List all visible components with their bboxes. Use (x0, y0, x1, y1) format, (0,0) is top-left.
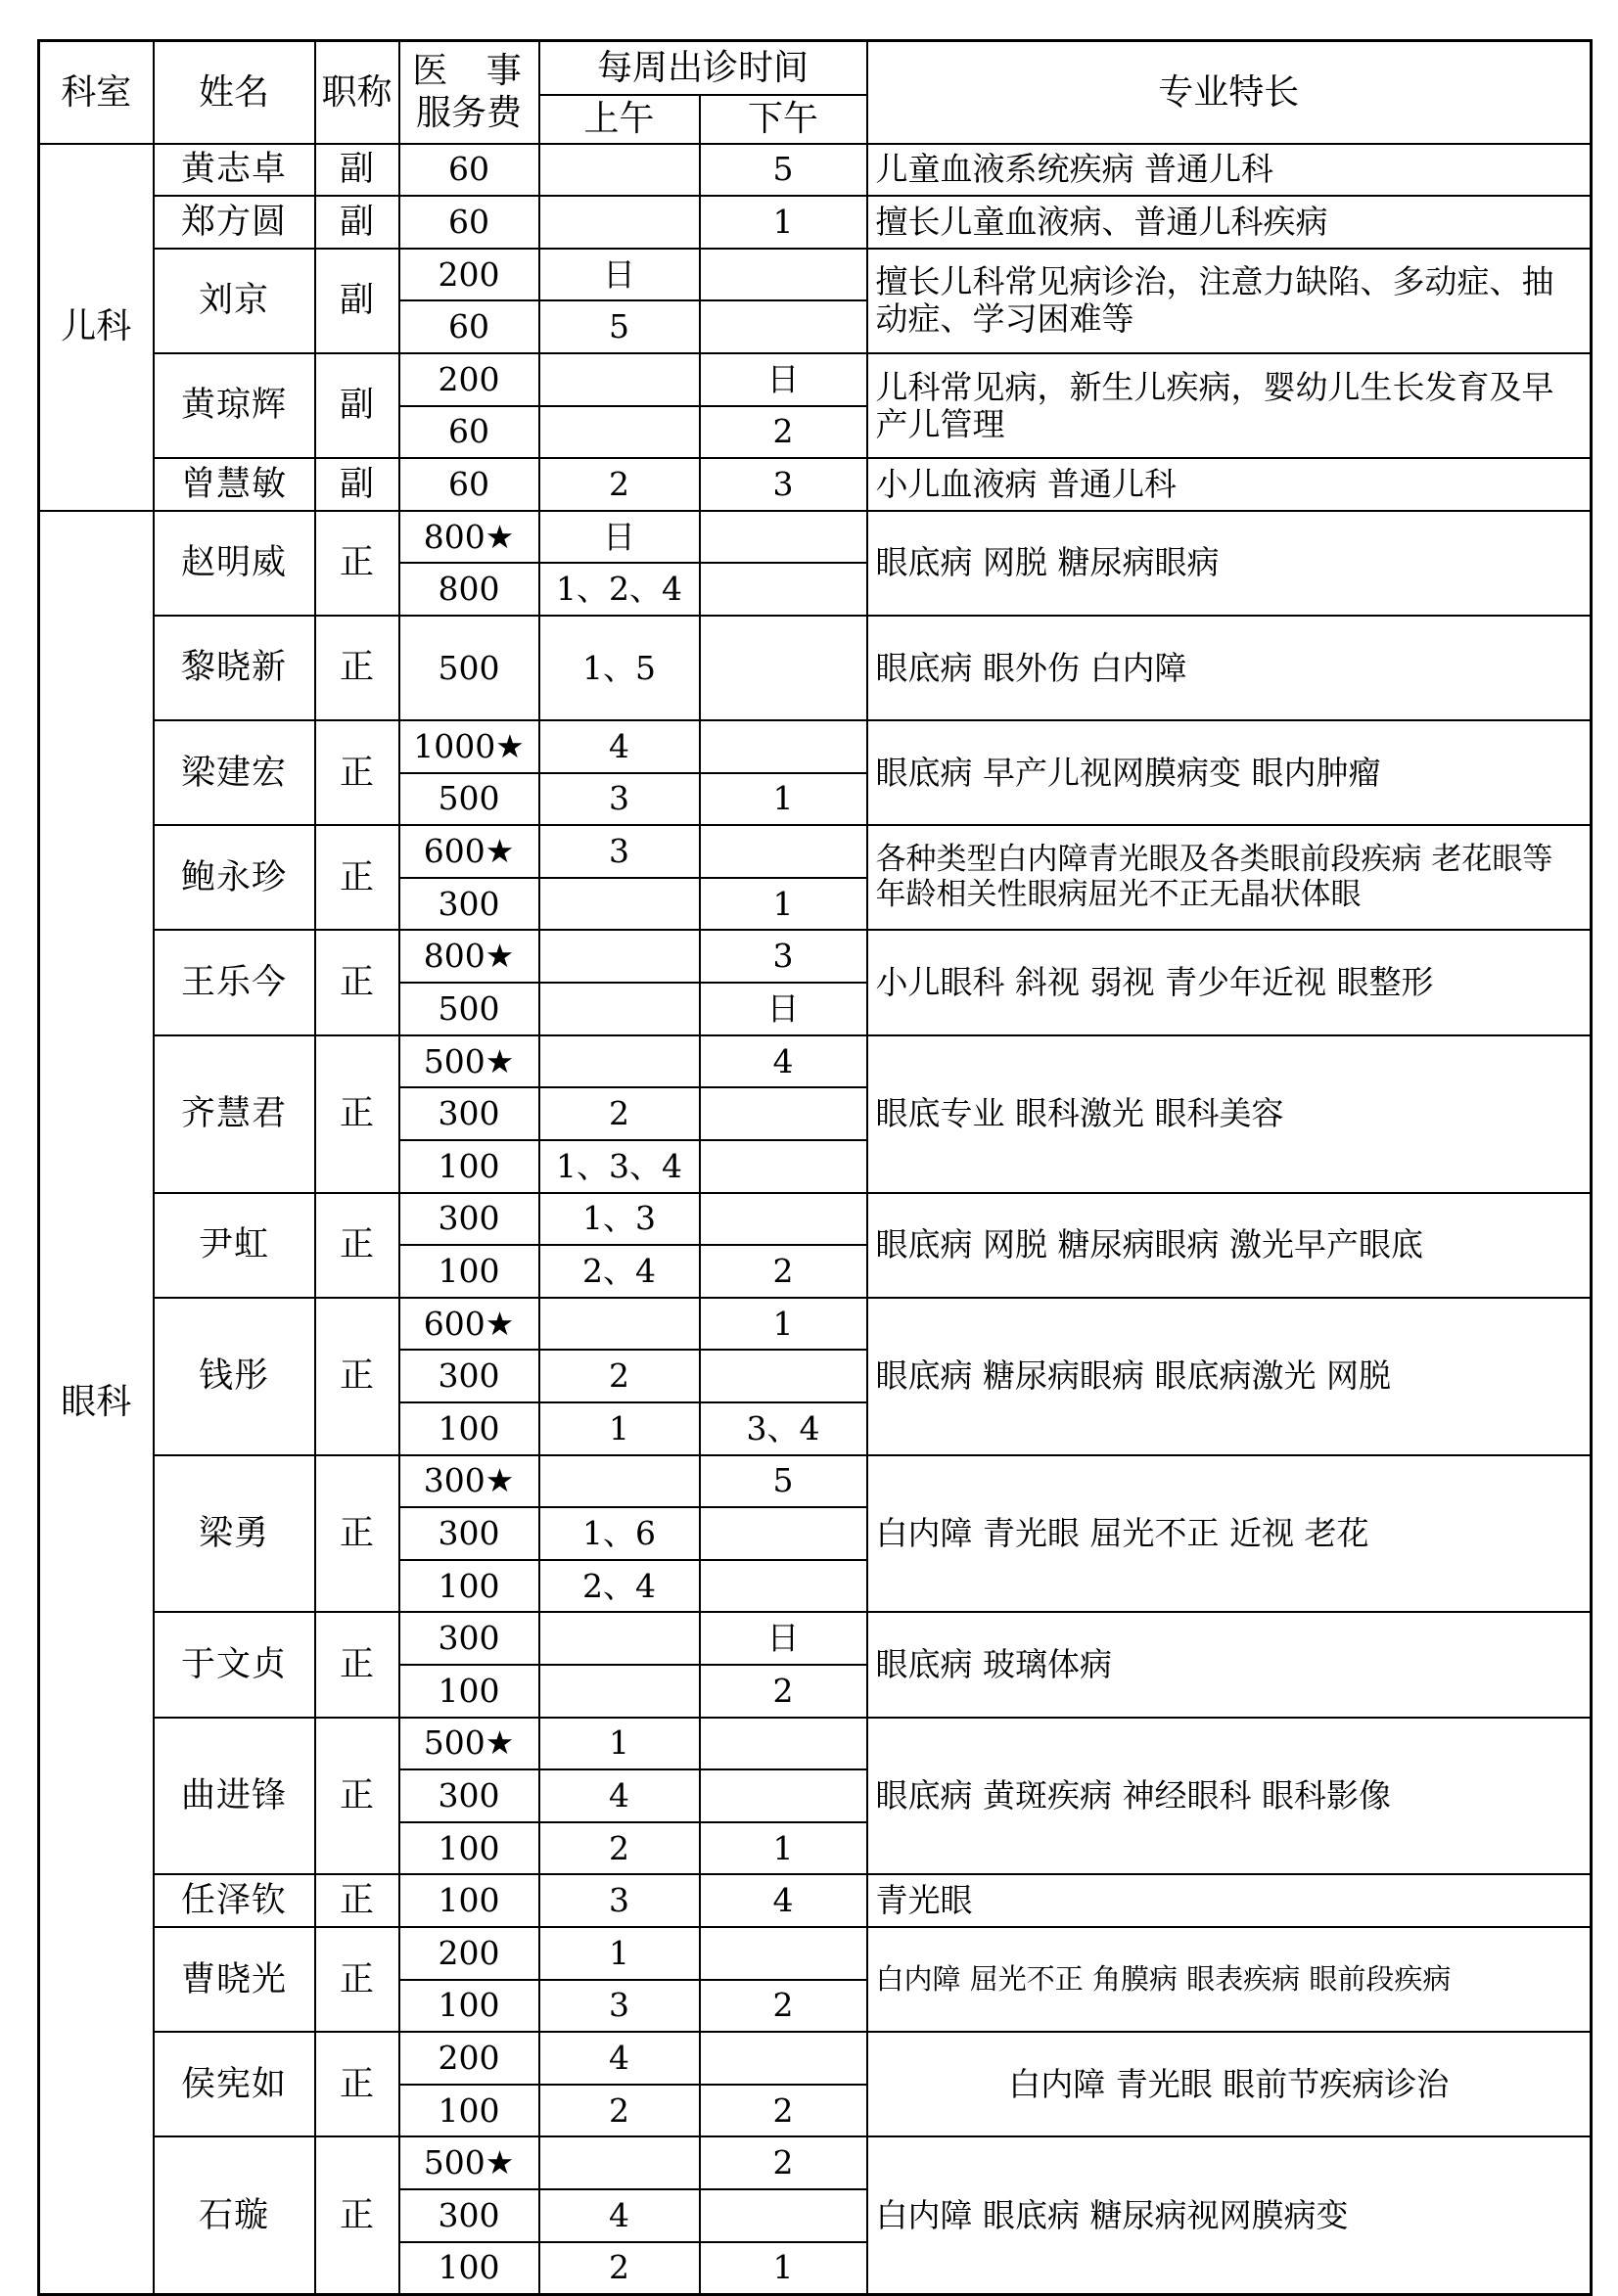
fee-cell: 100 (399, 2242, 539, 2295)
pm-cell (700, 1350, 867, 1402)
doctor-name: 王乐今 (154, 930, 315, 1034)
header-schedule: 每周出诊时间 (539, 41, 867, 95)
am-cell: 日 (539, 511, 700, 564)
doctor-name: 赵明威 (154, 511, 315, 616)
fee-cell: 200 (399, 249, 539, 301)
pm-cell: 日 (700, 983, 867, 1035)
specialty-cell: 白内障 青光眼 眼前节疾病诊治 (867, 2032, 1592, 2136)
doctor-name: 曾慧敏 (154, 458, 315, 511)
pm-cell (700, 825, 867, 878)
doctor-title: 正 (315, 1612, 399, 1717)
fee-cell: 500★ (399, 1035, 539, 1088)
specialty-cell: 眼底病 玻璃体病 (867, 1612, 1592, 1717)
am-cell: 1 (539, 1718, 700, 1770)
fee-cell: 60 (399, 196, 539, 249)
header-pm: 下午 (700, 95, 867, 144)
doctor-name: 黄琼辉 (154, 353, 315, 458)
am-cell (539, 878, 700, 931)
fee-cell: 500 (399, 983, 539, 1035)
pm-cell: 1 (700, 773, 867, 826)
am-cell: 3 (539, 773, 700, 826)
am-cell: 1、3、4 (539, 1140, 700, 1193)
doctor-name: 黄志卓 (154, 144, 315, 197)
pm-cell: 1 (700, 878, 867, 931)
pm-cell (700, 249, 867, 301)
fee-cell: 100 (399, 1980, 539, 2033)
doctor-title: 正 (315, 1927, 399, 2032)
header-specialty: 专业特长 (867, 41, 1592, 144)
doctor-title: 正 (315, 720, 399, 825)
fee-cell: 300 (399, 1612, 539, 1665)
am-cell (539, 1298, 700, 1351)
am-cell: 3 (539, 1874, 700, 1927)
am-cell: 2、4 (539, 1560, 700, 1613)
pm-cell (700, 1927, 867, 1980)
pm-cell: 日 (700, 353, 867, 406)
specialty-cell: 眼底专业 眼科激光 眼科美容 (867, 1035, 1592, 1193)
doctor-name: 曲进锋 (154, 1718, 315, 1875)
header-name: 姓名 (154, 41, 315, 144)
pm-cell: 2 (700, 2136, 867, 2189)
doctor-name: 尹虹 (154, 1193, 315, 1298)
pm-cell: 4 (700, 1035, 867, 1088)
pm-cell (700, 1140, 867, 1193)
am-cell: 2 (539, 2242, 700, 2295)
am-cell: 4 (539, 2032, 700, 2085)
table-row (39, 1035, 1592, 1088)
table-row (39, 720, 1592, 773)
am-cell (539, 1612, 700, 1665)
pm-cell (700, 511, 867, 564)
pm-cell: 4 (700, 1874, 867, 1927)
fee-cell: 300 (399, 1193, 539, 1246)
specialty-cell: 儿童血液系统疾病 普通儿科 (867, 144, 1592, 197)
fee-cell: 100 (399, 2085, 539, 2137)
specialty-cell: 小儿眼科 斜视 弱视 青少年近视 眼整形 (867, 930, 1592, 1034)
pm-cell: 2 (700, 1980, 867, 2033)
specialty-cell: 擅长儿童血液病、普通儿科疾病 (867, 196, 1592, 249)
am-cell: 2 (539, 2085, 700, 2137)
pm-cell: 日 (700, 1612, 867, 1665)
table-row (39, 1298, 1592, 1351)
am-cell: 4 (539, 720, 700, 773)
specialty-cell: 白内障 屈光不正 角膜病 眼表疾病 眼前段疾病 (867, 1927, 1592, 2032)
pm-cell: 2 (700, 2085, 867, 2137)
pm-cell: 5 (700, 144, 867, 197)
doctor-name: 黎晓新 (154, 616, 315, 720)
pm-cell: 3 (700, 930, 867, 983)
header-dept: 科室 (39, 41, 154, 144)
fee-cell: 60 (399, 144, 539, 197)
table-row (39, 1455, 1592, 1508)
pm-cell: 1 (700, 2242, 867, 2295)
doctor-name: 于文贞 (154, 1612, 315, 1717)
doctor-title: 副 (315, 144, 399, 197)
specialty-cell: 眼底病 黄斑疾病 神经眼科 眼科影像 (867, 1718, 1592, 1875)
fee-cell: 300 (399, 1507, 539, 1560)
am-cell: 2 (539, 1822, 700, 1875)
doctor-title: 正 (315, 1193, 399, 1298)
pm-cell (700, 720, 867, 773)
pm-cell (700, 1769, 867, 1822)
specialty-cell: 眼底病 糖尿病眼病 眼底病激光 网脱 (867, 1298, 1592, 1455)
doctor-name: 鲍永珍 (154, 825, 315, 930)
am-cell: 4 (539, 2189, 700, 2242)
specialty-cell: 眼底病 眼外伤 白内障 (867, 616, 1592, 720)
fee-cell: 300 (399, 878, 539, 931)
header-fee (399, 41, 539, 144)
specialty-cell: 眼底病 网脱 糖尿病眼病 激光早产眼底 (867, 1193, 1592, 1298)
doctor-name: 郑方圆 (154, 196, 315, 249)
pm-cell (700, 2189, 867, 2242)
am-cell: 1、5 (539, 616, 700, 720)
fee-cell: 200 (399, 1927, 539, 1980)
fee-cell: 800★ (399, 930, 539, 983)
specialty-cell: 小儿血液病 普通儿科 (867, 458, 1592, 511)
table-row (39, 1927, 1592, 1980)
doctor-title: 副 (315, 353, 399, 458)
pm-cell (700, 1560, 867, 1613)
specialty-cell: 白内障 青光眼 屈光不正 近视 老花 (867, 1455, 1592, 1613)
specialty-cell: 白内障 眼底病 糖尿病视网膜病变 (867, 2136, 1592, 2294)
am-cell (539, 353, 700, 406)
fee-cell: 300 (399, 1087, 539, 1140)
fee-cell: 300 (399, 1769, 539, 1822)
table-row (39, 1718, 1592, 1770)
pm-cell (700, 1087, 867, 1140)
table-row (39, 144, 1592, 197)
dept-cell: 眼科 (39, 511, 154, 2295)
fee-cell: 100 (399, 1822, 539, 1875)
doctor-name: 梁勇 (154, 1455, 315, 1613)
fee-cell: 100 (399, 1560, 539, 1613)
table-row (39, 2136, 1592, 2189)
pm-cell: 3、4 (700, 1402, 867, 1455)
table-row (39, 511, 1592, 564)
pm-cell: 2 (700, 406, 867, 459)
specialty-cell: 眼底病 早产儿视网膜病变 眼内肿瘤 (867, 720, 1592, 825)
am-cell: 2 (539, 458, 700, 511)
doctor-name: 侯宪如 (154, 2032, 315, 2136)
pm-cell: 1 (700, 196, 867, 249)
pm-cell: 3 (700, 458, 867, 511)
header-title: 职称 (315, 41, 399, 144)
am-cell: 2 (539, 1087, 700, 1140)
table-body (39, 144, 1592, 2295)
table-row (39, 458, 1592, 511)
pm-cell: 5 (700, 1455, 867, 1508)
schedule-table (37, 39, 1593, 2296)
am-cell: 1、2、4 (539, 563, 700, 616)
am-cell (539, 406, 700, 459)
doctor-title: 正 (315, 1035, 399, 1193)
fee-cell: 500 (399, 773, 539, 826)
am-cell: 4 (539, 1769, 700, 1822)
pm-cell: 1 (700, 1822, 867, 1875)
fee-cell: 200 (399, 2032, 539, 2085)
fee-cell: 60 (399, 406, 539, 459)
table-row (39, 616, 1592, 720)
doctor-title: 正 (315, 2136, 399, 2294)
doctor-title: 正 (315, 930, 399, 1034)
am-cell (539, 1035, 700, 1088)
specialty-cell: 眼底病 网脱 糖尿病眼病 (867, 511, 1592, 616)
fee-cell: 100 (399, 1874, 539, 1927)
fee-cell: 600★ (399, 1298, 539, 1351)
doctor-title: 正 (315, 1718, 399, 1875)
fee-cell: 800★ (399, 511, 539, 564)
fee-cell: 100 (399, 1140, 539, 1193)
doctor-name: 齐慧君 (154, 1035, 315, 1193)
table-row (39, 353, 1592, 406)
fee-cell: 500★ (399, 1718, 539, 1770)
am-cell: 1、6 (539, 1507, 700, 1560)
specialty-cell: 擅长儿科常见病诊治，注意力缺陷、多动症、抽动症、学习困难等 (867, 249, 1592, 353)
am-cell: 日 (539, 249, 700, 301)
am-cell: 1 (539, 1402, 700, 1455)
table-row (39, 825, 1592, 878)
doctor-title: 正 (315, 825, 399, 930)
doctor-name: 刘京 (154, 249, 315, 353)
table-row (39, 249, 1592, 301)
am-cell: 2 (539, 1350, 700, 1402)
doctor-name: 钱彤 (154, 1298, 315, 1455)
doctor-title: 正 (315, 1874, 399, 1927)
specialty-cell: 青光眼 (867, 1874, 1592, 1927)
doctor-name: 任泽钦 (154, 1874, 315, 1927)
doctor-title: 副 (315, 458, 399, 511)
am-cell (539, 983, 700, 1035)
pm-cell (700, 1507, 867, 1560)
am-cell: 3 (539, 825, 700, 878)
header-am: 上午 (539, 95, 700, 144)
dept-cell: 儿科 (39, 144, 154, 511)
fee-cell: 200 (399, 353, 539, 406)
am-cell (539, 930, 700, 983)
am-cell (539, 196, 700, 249)
table-row (39, 1874, 1592, 1927)
doctor-title: 正 (315, 511, 399, 616)
pm-cell (700, 616, 867, 720)
doctor-title: 正 (315, 1298, 399, 1455)
doctor-name: 石璇 (154, 2136, 315, 2294)
specialty-cell: 各种类型白内障青光眼及各类眼前段疾病 老花眼等年龄相关性眼病屈光不正无晶状体眼 (867, 825, 1592, 930)
fee-cell: 100 (399, 1402, 539, 1455)
specialty-cell: 儿科常见病，新生儿疾病，婴幼儿生长发育及早产儿管理 (867, 353, 1592, 458)
am-cell: 3 (539, 1980, 700, 2033)
doctor-name: 曹晓光 (154, 1927, 315, 2032)
fee-cell: 60 (399, 300, 539, 353)
pm-cell (700, 1718, 867, 1770)
table-row (39, 1612, 1592, 1665)
pm-cell: 2 (700, 1245, 867, 1298)
doctor-title: 正 (315, 1455, 399, 1613)
pm-cell: 2 (700, 1665, 867, 1718)
doctor-title: 副 (315, 196, 399, 249)
am-cell: 2、4 (539, 1245, 700, 1298)
pm-cell (700, 1193, 867, 1246)
fee-cell: 500★ (399, 2136, 539, 2189)
fee-cell: 1000★ (399, 720, 539, 773)
table-row (39, 1193, 1592, 1246)
am-cell: 1、3 (539, 1193, 700, 1246)
doctor-title: 正 (315, 2032, 399, 2136)
table-row (39, 196, 1592, 249)
am-cell (539, 1665, 700, 1718)
pm-cell (700, 2032, 867, 2085)
header-fee-line1: 医 事 (412, 51, 535, 92)
fee-cell: 800 (399, 563, 539, 616)
am-cell: 5 (539, 300, 700, 353)
doctor-title: 副 (315, 249, 399, 353)
fee-cell: 600★ (399, 825, 539, 878)
pm-cell (700, 563, 867, 616)
fee-cell: 60 (399, 458, 539, 511)
doctor-name: 梁建宏 (154, 720, 315, 825)
header-fee-line2: 服务费 (415, 93, 522, 134)
fee-cell: 300 (399, 1350, 539, 1402)
fee-cell: 300 (399, 2189, 539, 2242)
pm-cell (700, 300, 867, 353)
fee-cell: 100 (399, 1665, 539, 1718)
pm-cell: 1 (700, 1298, 867, 1351)
doctor-title: 正 (315, 616, 399, 720)
am-cell (539, 2136, 700, 2189)
fee-cell: 300★ (399, 1455, 539, 1508)
am-cell (539, 1455, 700, 1508)
table-row (39, 930, 1592, 983)
am-cell (539, 144, 700, 197)
fee-cell: 100 (399, 1245, 539, 1298)
table-row (39, 2032, 1592, 2085)
am-cell: 1 (539, 1927, 700, 1980)
fee-cell: 500 (399, 616, 539, 720)
